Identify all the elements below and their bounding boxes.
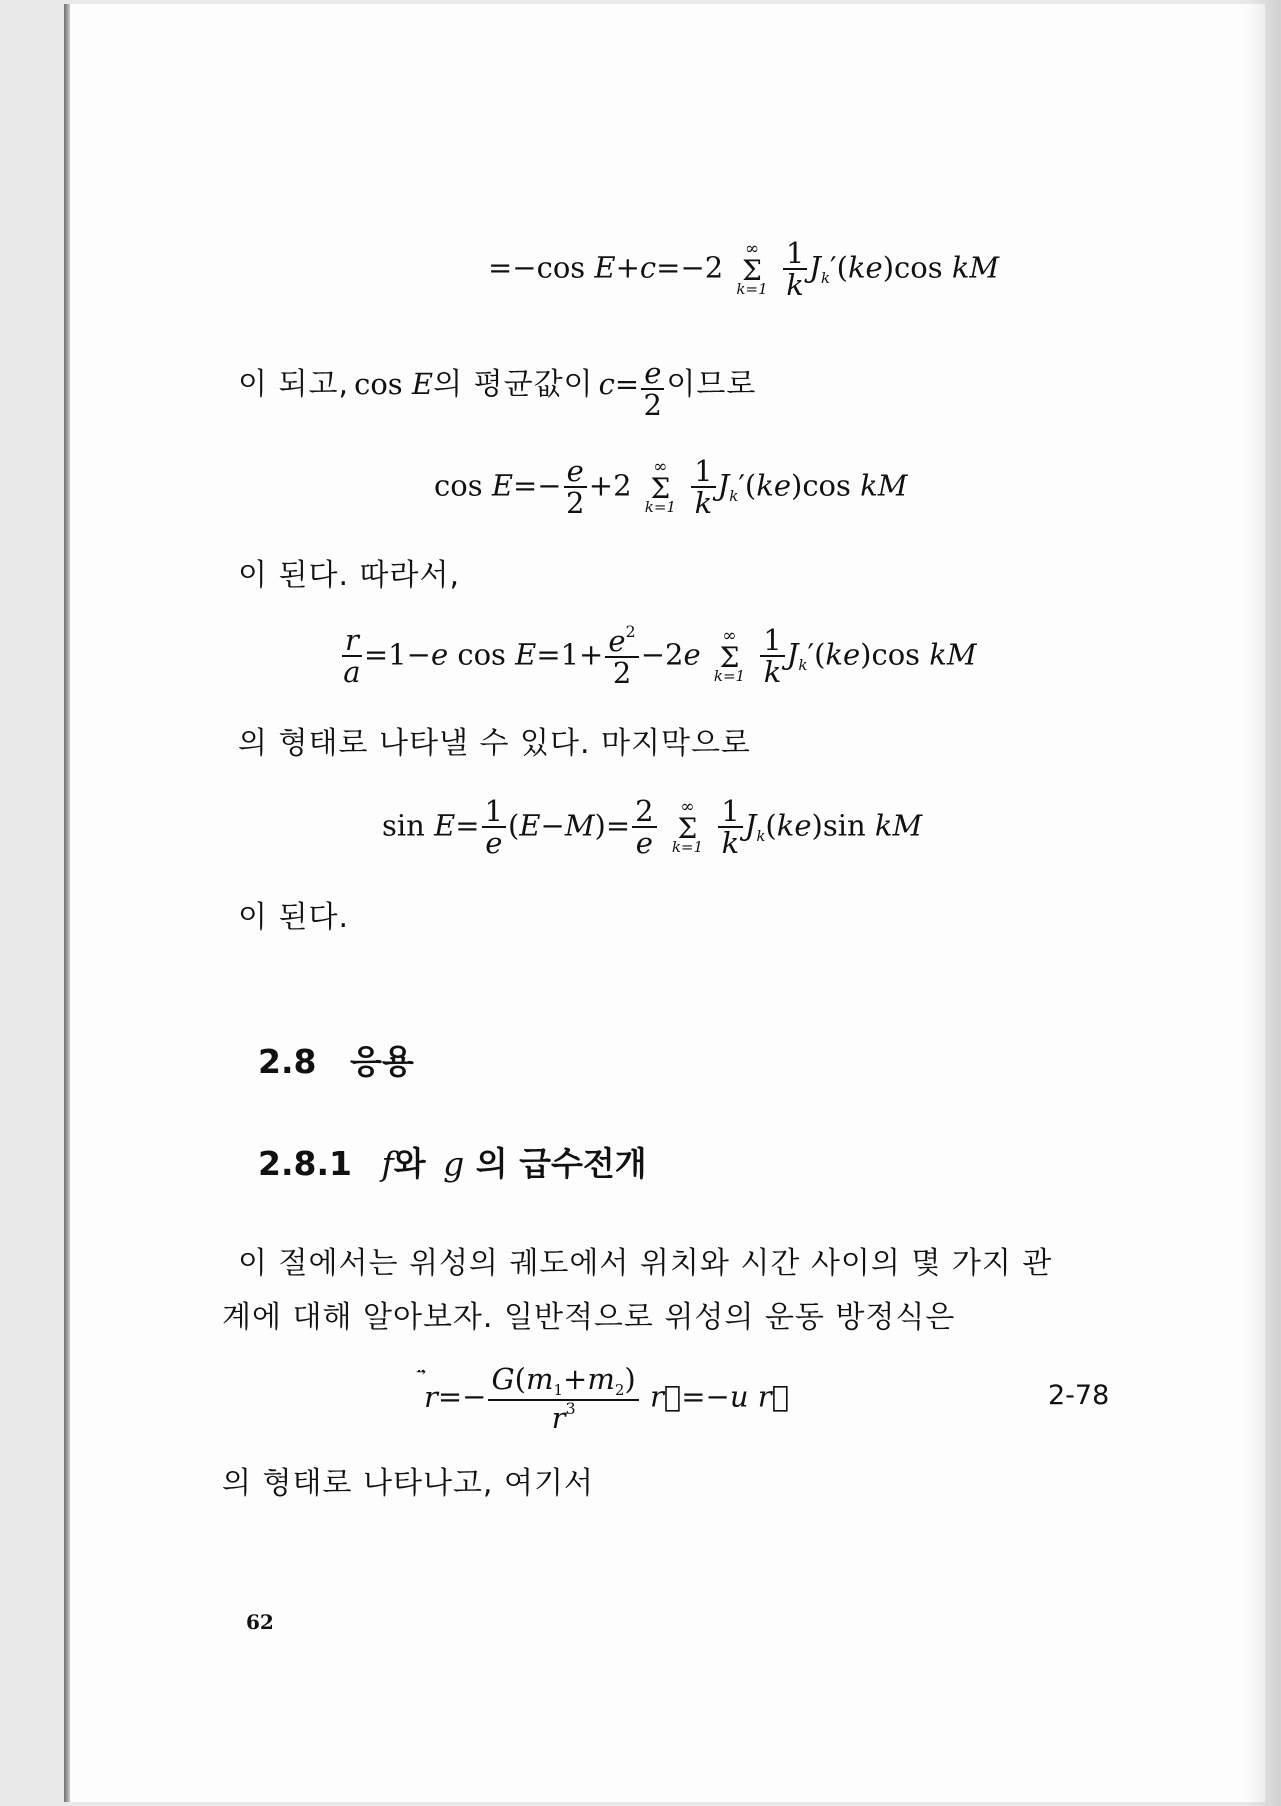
page-number: 62 [246, 1610, 274, 1634]
paragraph-line-2: 계에 대해 알아보자. 일반적으로 위성의 운동 방정식은 [222, 1300, 956, 1335]
subsection-heading: 2.8.1 f와 g 의 급수전개 [258, 1144, 647, 1183]
equation-cosE-series-1: =−cos E+c=−2 ∞ Σ k=1 $\frac{1}{k}$ $J_k'(ke)\cos$ kM [488, 236, 1000, 303]
equation-motion: r =− $\frac{G(m_1+m_2)}{r^3}$ r⃗=−u r⃗ [424, 1362, 789, 1435]
paragraph-line-1: 이 절에서는 위성의 궤도에서 위치와 시간 사이의 몇 가지 관 [238, 1246, 1053, 1281]
equation-cosE-series-2: cos E=− $\frac{e}{2}$ +2 ∞ Σ k=1 $\frac{1}{k}$ $J_k'(ke)\cos$ kM [434, 454, 908, 521]
text-line-4: 이 된다. [238, 900, 350, 935]
section-title: 응용 [349, 1042, 414, 1081]
text-line-5: 의 형태로 나타나고, 여기서 [222, 1466, 594, 1501]
subsection-number: 2.8.1 [258, 1144, 352, 1183]
equation-sinE-series: sin E= $\frac{1}{e}$ (E−M)= $\frac{2}{e}$ ∞ Σ k=1 $\frac{1}{k}$ $J_k(ke)\sin$ kM [382, 794, 923, 861]
page-shadow [1245, 0, 1281, 1806]
text-line-3: 의 형태로 나타낼 수 있다. 마지막으로 [238, 726, 751, 761]
section-heading [258, 1036, 414, 1083]
section-number: 2.8 [258, 1042, 317, 1081]
text-line-1: 이 되고, cos E의 평균값이 c= $\frac{e}{2}$ 이므로 [238, 356, 757, 423]
text-line-2: 이 된다. 따라서, [238, 558, 461, 593]
equation-r-over-a: $\frac{r}{a}$ =1−e cos E=1+ $\frac{e^2}{2}$ −2e ∞ Σ k=1 $\frac{1}{k}$ $J_k'(ke)\cos$ kM [343, 622, 977, 691]
equation-number: 2-78 [1048, 1380, 1110, 1411]
